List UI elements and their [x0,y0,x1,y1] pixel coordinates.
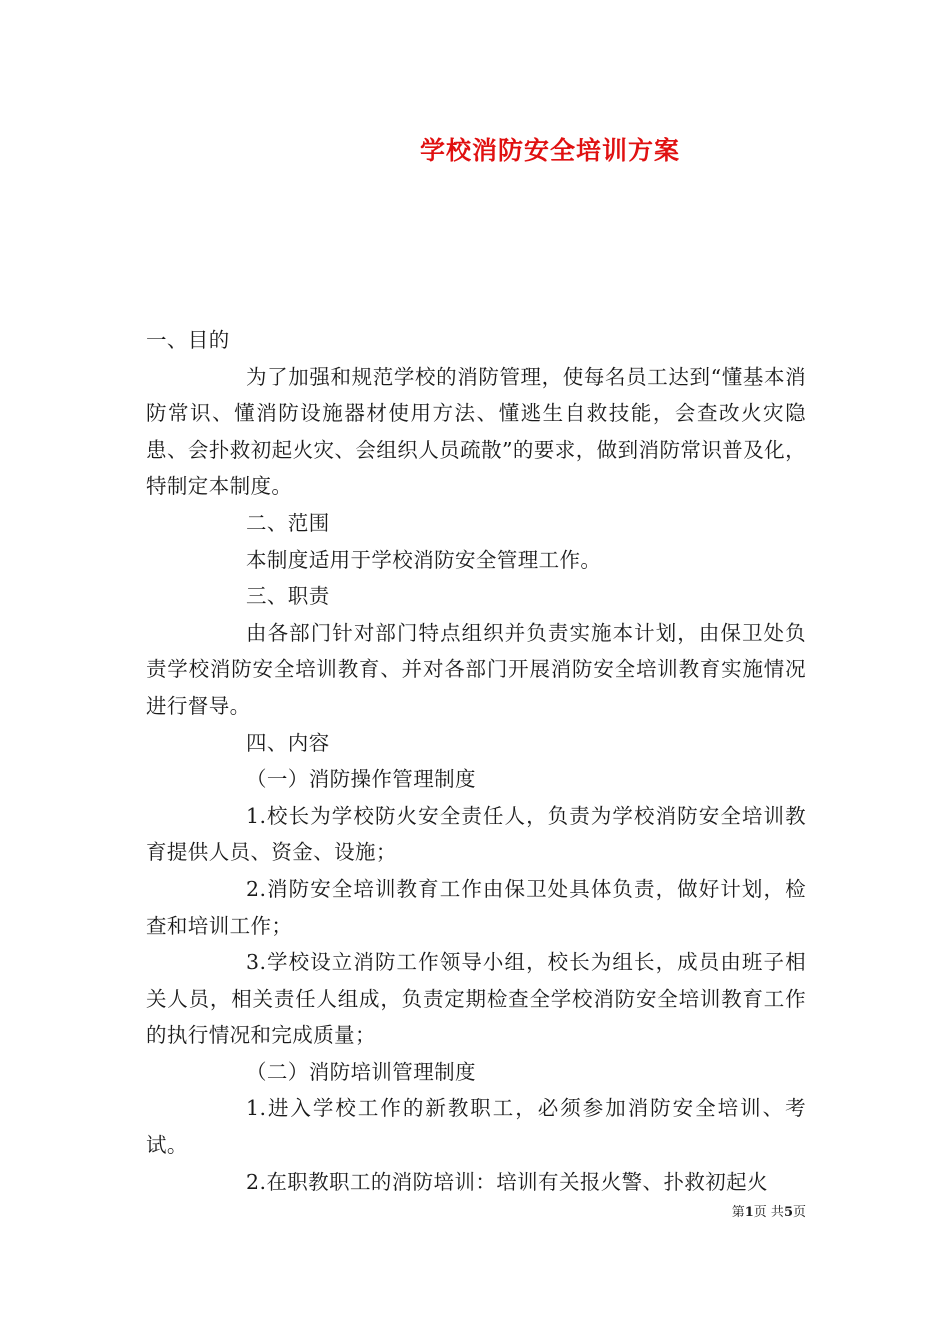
footer-suffix: 页 [792,1205,806,1220]
list-item: 1.校长为学校防火安全责任人，负责为学校消防安全培训教育提供人员、资金、设施； [146,803,806,865]
footer-middle: 页 共 [753,1205,784,1220]
list-item: 2.在职教职工的消防培训：培训有关报火警、扑救初起火 [246,1169,768,1194]
subsection-heading-operation: （一）消防操作管理制度 [246,767,476,792]
footer-prefix: 第 [731,1205,745,1220]
footer-total-pages: 5 [783,1205,793,1220]
list-item: 2.消防安全培训教育工作由保卫处具体负责，做好计划，检查和培训工作； [146,876,806,938]
section-heading-purpose: 一、目的 [146,328,230,352]
document-body [146,322,806,1200]
paragraph-scope: 本制度适用于学校消防安全管理工作。 [246,547,602,572]
section-heading-duties: 三、职责 [246,584,330,609]
list-item: 3.学校设立消防工作领导小组，校长为组长，成员由班子相关人员，相关责任人组成，负责定期检查全学校消防安全培训教育工作的执行情况和完成质量； [146,950,806,1048]
paragraph-purpose: 为了加强和规范学校的消防管理，使每名员工达到“懂基本消防常识、懂消防设施器材使用方法、懂逃生自救技能，会查改火灾隐患、会扑救初起火灾、会组织人员疏散”的要求，做到消防常识普及化，特制定本制度。 [146,364,806,499]
list-item: 1.进入学校工作的新教职工，必须参加消防安全培训、考试。 [146,1096,806,1158]
section-heading-scope: 二、范围 [246,510,330,535]
paragraph-duties: 由各部门针对部门特点组织并负责实施本计划，由保卫处负责学校消防安全培训教育、并对各部门开展消防安全培训教育实施情况进行督导。 [146,620,806,718]
page-number-footer [732,1204,806,1222]
document-title: 学校消防安全培训方案 [419,136,680,165]
section-heading-content: 四、内容 [246,730,330,755]
footer-current-page: 1 [744,1205,754,1220]
subsection-heading-training: （二）消防培训管理制度 [246,1059,476,1084]
